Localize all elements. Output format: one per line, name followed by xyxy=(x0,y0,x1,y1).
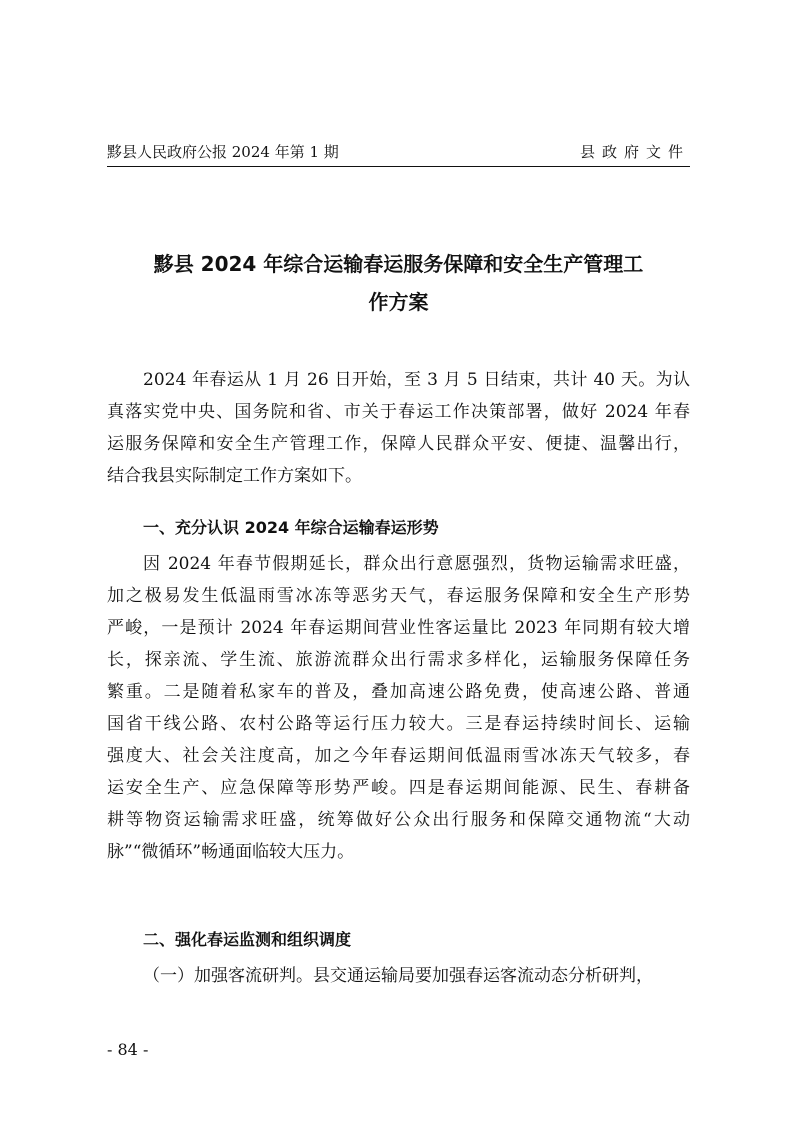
section-1-line: 因 2024 年春节假期延长，群众出行意愿强烈，货物运输需求旺盛， xyxy=(143,554,690,574)
section-1-line: 繁重。二是随着私家车的普及，叠加高速公路免费，使高速公路、普通 xyxy=(107,682,690,702)
section-1-line: 长，探亲流、学生流、旅游流群众出行需求多样化，运输服务保障任务 xyxy=(107,650,690,670)
document-category-label: 县政府文件 xyxy=(579,143,690,161)
intro-line: 结合我县实际制定工作方案如下。 xyxy=(107,466,362,486)
section-1-line: 耕等物资运输需求旺盛，统筹做好公众出行服务和保障交通物流“大动 xyxy=(107,810,690,830)
section-1-line: 强度大、社会关注度高，加之今年春运期间低温雨雪冰冻天气较多，春 xyxy=(107,746,690,766)
section-1-line: 严峻，一是预计 2024 年春运期间营业性客运量比 2023 年同期有较大增 xyxy=(107,618,690,638)
section-2-paragraph xyxy=(107,960,690,992)
section-1-line: 加之极易发生低温雨雪冰冻等恶劣天气，春运服务保障和安全生产形势 xyxy=(107,586,690,606)
intro-line: 2024 年春运从 1 月 26 日开始，至 3 月 5 日结束，共计 40 天。为认 xyxy=(143,370,690,390)
section-1-heading: 一、充分认识 2024 年综合运输春运形势 xyxy=(143,518,439,537)
subsection-text: 县交通运输局要加强春运客流动态分析研判， xyxy=(313,966,653,986)
section-1-line: 脉”“微循环”畅通面临较大压力。 xyxy=(107,842,355,862)
intro-line: 真落实党中央、国务院和省、市关于春运工作决策部署，做好 2024 年春 xyxy=(107,402,690,422)
subsection-heading: （一）加强客流研判。 xyxy=(143,966,313,986)
section-1-paragraph xyxy=(107,548,690,868)
title-line-2: 作方案 xyxy=(368,290,429,314)
page-number: - 84 - xyxy=(107,1040,149,1059)
intro-paragraph xyxy=(107,364,690,492)
header-divider xyxy=(107,166,690,167)
section-1-line: 国省干线公路、农村公路等运行压力较大。三是春运持续时间长、运输 xyxy=(107,714,690,734)
section-2-heading: 二、强化春运监测和组织调度 xyxy=(143,930,352,949)
bulletin-issue-label: 黟县人民政府公报 2024 年第 1 期 xyxy=(107,143,339,161)
intro-line: 运服务保障和安全生产管理工作，保障人民群众平安、便捷、温馨出行， xyxy=(107,434,690,454)
section-2-line xyxy=(107,960,690,992)
title-line-1: 黟县 2024 年综合运输春运服务保障和安全生产管理工 xyxy=(153,252,644,276)
section-1-line: 运安全生产、应急保障等形势严峻。四是春运期间能源、民生、春耕备 xyxy=(107,778,690,798)
running-header xyxy=(107,141,690,167)
document-title xyxy=(107,245,690,321)
